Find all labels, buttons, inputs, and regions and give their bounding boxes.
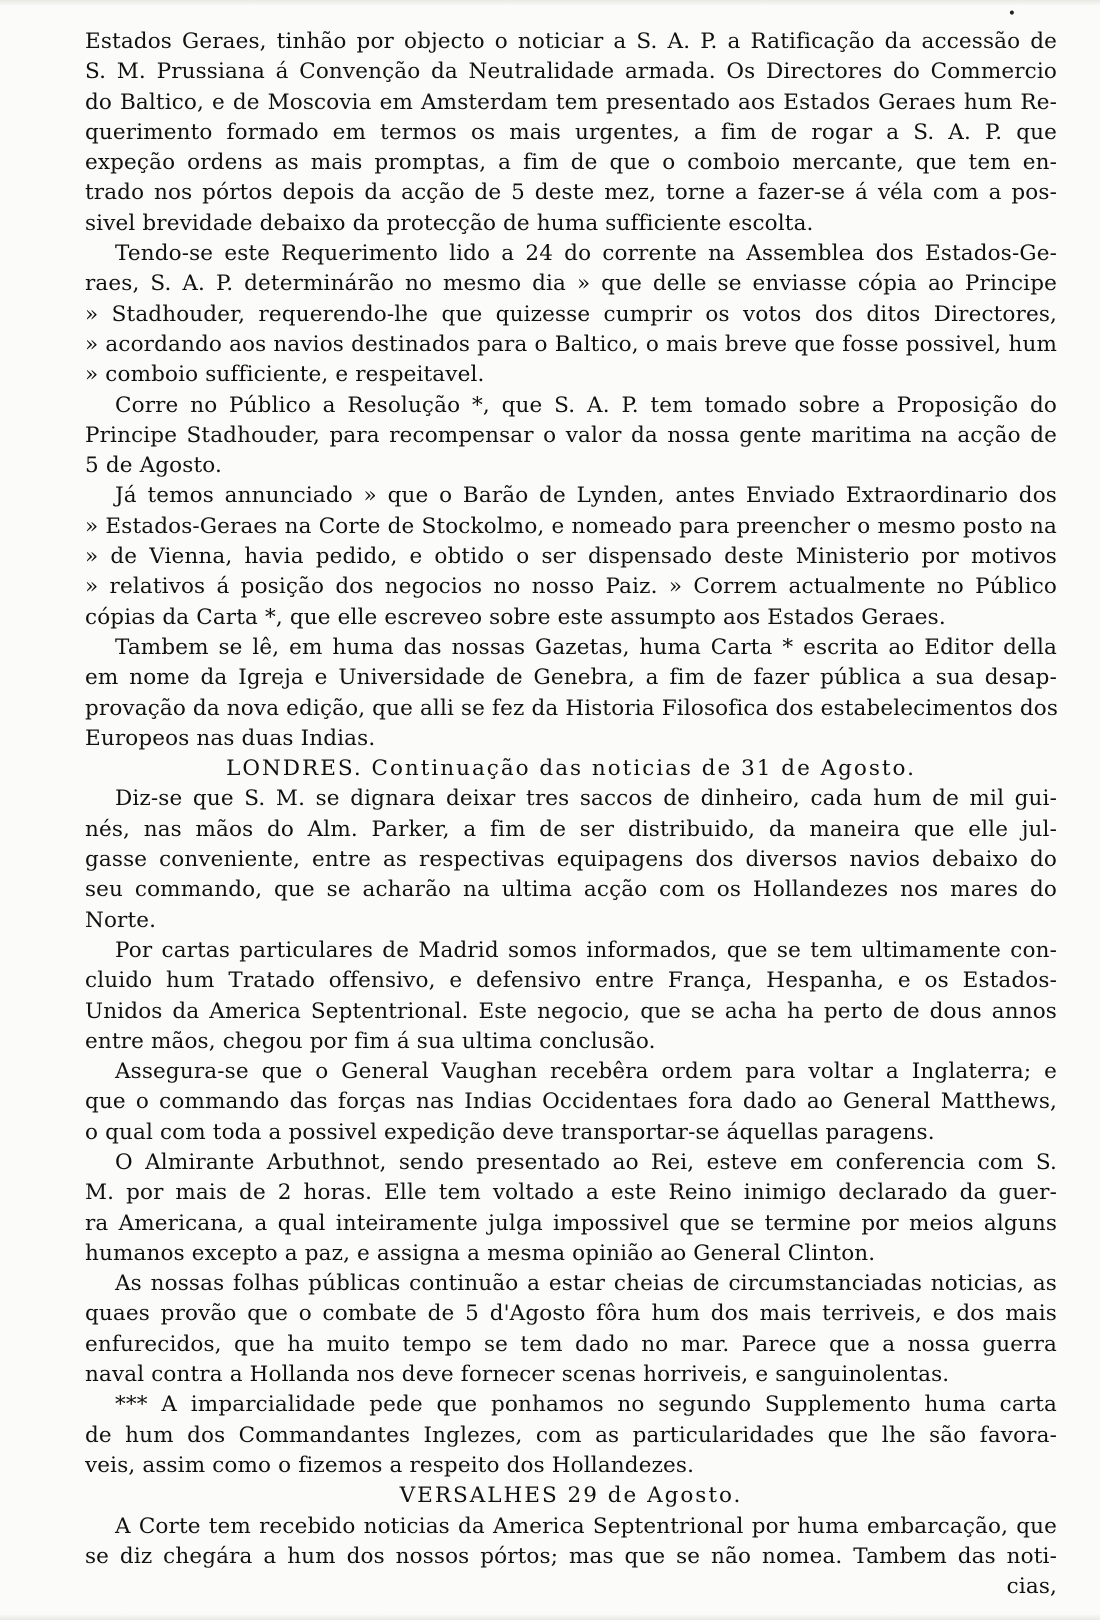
text-line: Tendo-se este Requerimento lido a 24 do corrente na Assemblea dos Estados-Ge- (115, 241, 1057, 267)
text-line: veis, assim como o fizemos a respeito dos Hollandezes. (85, 1452, 695, 1478)
text-line: As nossas folhas públicas continuão a estar cheias de circumstanciadas noticias, as (115, 1271, 1057, 1297)
text-line: querimento formado em termos os mais urgentes, a fim de rogar a S. A. P. que (85, 119, 1057, 145)
text-line: Diz-se que S. M. se dignara deixar tres saccos de dinheiro, cada hum de mil gui- (115, 786, 1057, 812)
text-line: » comboio sufficiente, e respeitavel. (85, 362, 485, 388)
text-line: se diz chegára a hum dos nossos pórtos; mas que se não nomea. Tambem das noti- (85, 1543, 1057, 1569)
text-line: » acordando aos navios destinados para o Baltico, o mais breve que fosse possivel, hum (85, 331, 1057, 357)
text-line: seu commando, que se acharão na ultima acção com os Hollandezes nos mares do (85, 877, 1057, 903)
text-line: que o commando das forças nas Indias Occidentaes fora dado ao General Matthews, (85, 1089, 1057, 1115)
text-line: Europeos nas duas Indias. (85, 725, 376, 751)
section-heading-versalhes: VERSALHES 29 de Agosto. (399, 1483, 743, 1509)
corner-mark: • (1007, 6, 1016, 22)
text-line: Principe Stadhouder, para recompensar o valor da nossa gente maritima na acção de (85, 422, 1057, 448)
text-line: enfurecidos, que ha muito tempo se tem dado no mar. Parece que a nossa guerra (85, 1331, 1057, 1357)
text-line: O Almirante Arbuthnot, sendo presentado ao Rei, esteve em conferencia com S. (115, 1149, 1057, 1175)
text-line: cópias da Carta *, que elle escreveo sobre este assumpto aos Estados Geraes. (85, 604, 946, 630)
text-line: de hum dos Commandantes Inglezes, com as particularidades que lhe são favora- (85, 1422, 1057, 1448)
text-line: ra Americana, a qual inteiramente julga impossivel que se termine por meios alguns (85, 1210, 1057, 1236)
text-line: Por cartas particulares de Madrid somos informados, que se tem ultimamente con- (115, 937, 1057, 963)
section-heading-londres: LONDRES. Continuação das noticias de 31 de Agosto. (226, 756, 916, 782)
text-line: Unidos da America Septentrional. Este negocio, que se acha ha perto de dous annos (85, 998, 1057, 1024)
text-line: » relativos á posição dos negocios no nosso Paiz. » Correm actualmente no Público (85, 574, 1057, 600)
article-body (85, 27, 1057, 1602)
text-line: Tambem se lê, em huma das nossas Gazetas, huma Carta * escrita ao Editor della (115, 634, 1057, 660)
scan-edge-top (0, 0, 1100, 6)
text-line: A Corte tem recebido noticias da America Septentrional por huma embarcação, que (115, 1513, 1057, 1539)
text-line: Já temos annunciado » que o Barão de Lynden, antes Enviado Extraordinario dos (115, 483, 1057, 509)
text-line: 5 de Agosto. (85, 453, 222, 479)
text-line: provação da nova edição, que alli se fez da Historia Filosofica dos estabelecimentos dos (85, 695, 1059, 721)
text-line: » Stadhouder, requerendo-lhe que quizesse cumprir os votos dos ditos Directores, (85, 301, 1057, 327)
text-line: Estados Geraes, tinhão por objecto o noticiar a S. A. P. a Ratificação da accessão de (85, 29, 1057, 54)
text-line: M. por mais de 2 horas. Elle tem voltado a este Reino inimigo declarado da guer- (85, 1180, 1057, 1206)
text-line: gasse conveniente, entre as respectivas equipagens dos diversos navios debaixo do (85, 847, 1057, 873)
text-line: trado nos pórtos depois da acção de 5 deste mez, torne a fazer-se á véla com a pos- (85, 180, 1057, 206)
text-line: expeção ordens as mais promptas, a fim de que o comboio mercante, que tem en- (85, 150, 1057, 176)
text-line: entre mãos, chegou por fim á sua ultima conclusão. (85, 1028, 656, 1054)
text-line: » de Vienna, havia pedido, e obtido o ser dispensado deste Ministerio por motivos (85, 544, 1057, 570)
text-line: raes, S. A. P. determinárão no mesmo dia » que delle se enviasse cópia ao Principe (85, 271, 1057, 297)
text-line: o qual com toda a possivel expedição deve transportar-se áquellas paragens. (85, 1119, 935, 1145)
text-line: sivel brevidade debaixo da protecção de huma sufficiente escolta. (85, 210, 814, 236)
text-line: » Estados-Geraes na Corte de Stockolmo, e nomeado para preencher o mesmo posto na (85, 513, 1057, 539)
catchword: cias, (1006, 1574, 1057, 1600)
text-line: em nome da Igreja e Universidade de Genebra, a fim de fazer pública a sua desap- (85, 665, 1057, 691)
text-line: S. M. Prussiana á Convenção da Neutralidade armada. Os Directores do Commercio (85, 59, 1057, 85)
text-line: quaes provão que o combate de 5 d'Agosto fôra hum dos mais terriveis, e dos mais (85, 1301, 1057, 1327)
text-line: *** A imparcialidade pede que ponhamos no segundo Supplemento huma carta (115, 1392, 1057, 1418)
text-line: do Baltico, e de Moscovia em Amsterdam tem presentado aos Estados Geraes hum Re- (85, 89, 1057, 115)
text-line: humanos excepto a paz, e assigna a mesma opinião ao General Clinton. (85, 1240, 876, 1266)
text-line: cluido hum Tratado offensivo, e defensivo entre França, Hespanha, e os Estados- (85, 968, 1057, 994)
text-line: Assegura-se que o General Vaughan recebêra ordem para voltar a Inglaterra; e (115, 1059, 1057, 1085)
text-line: naval contra a Hollanda nos deve fornecer scenas horriveis, e sanguinolentas. (85, 1362, 950, 1388)
text-line: Corre no Público a Resolução *, que S. A. P. tem tomado sobre a Proposição do (115, 392, 1057, 418)
text-line: Norte. (85, 907, 157, 933)
text-line: nés, nas mãos do Alm. Parker, a fim de ser distribuido, da maneira que elle jul- (85, 816, 1057, 842)
scan-edge-bottom (0, 1614, 1100, 1620)
